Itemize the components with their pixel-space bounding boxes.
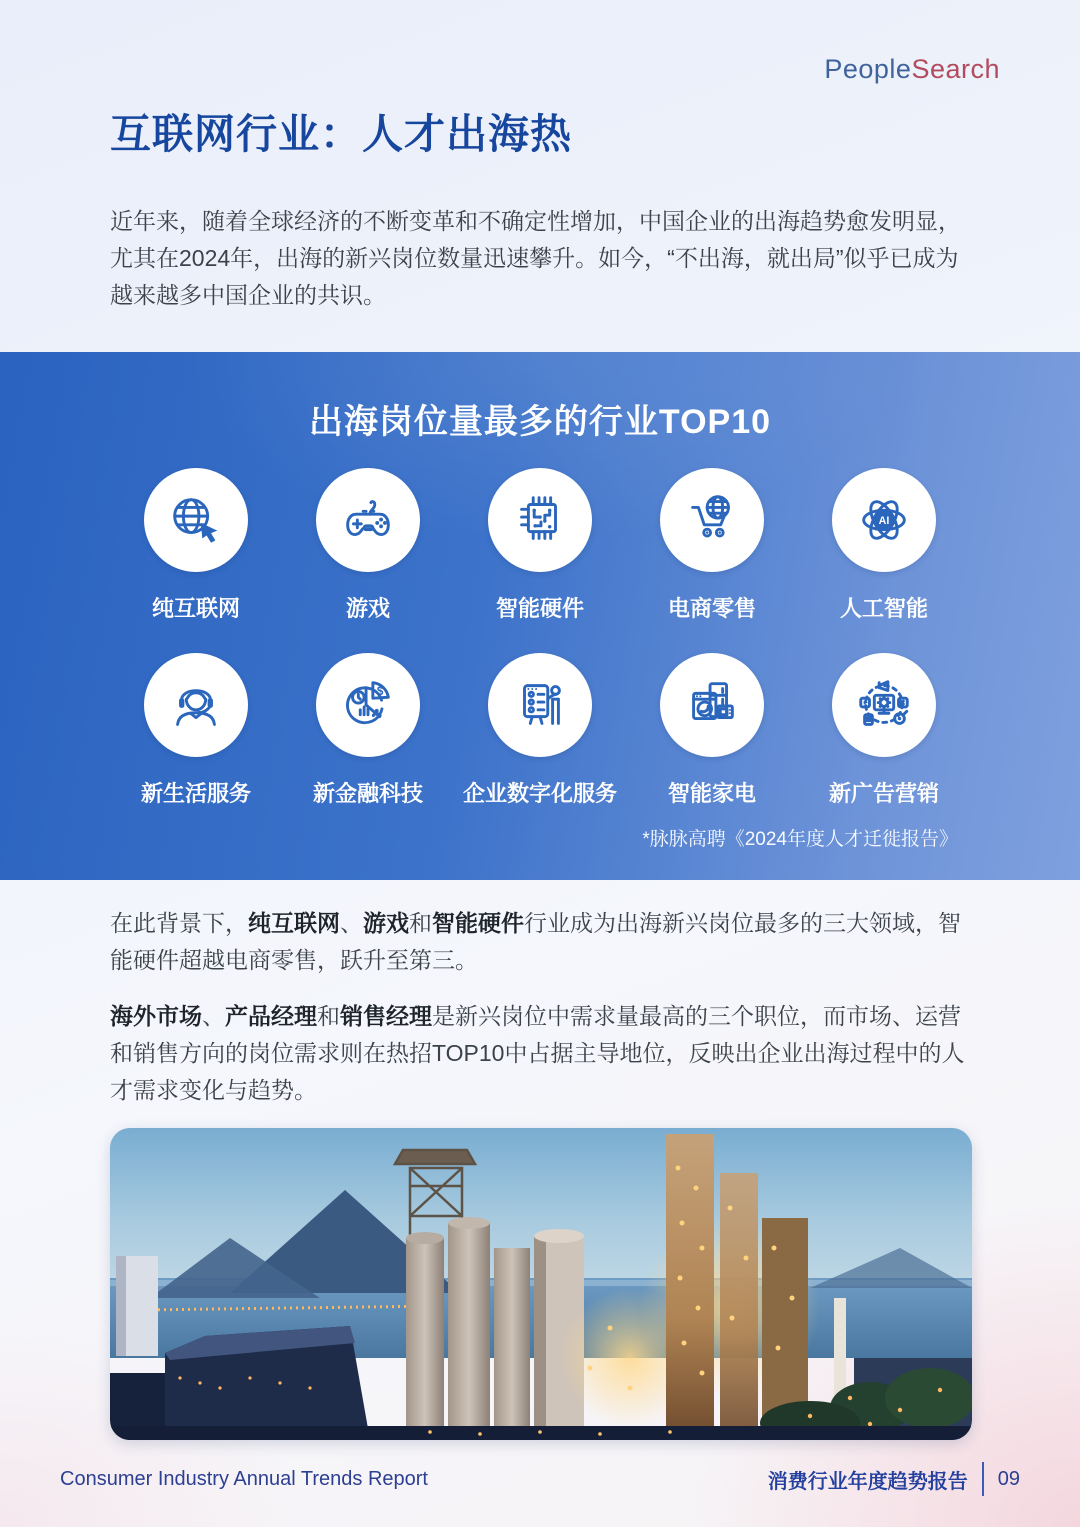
industry-item (626, 653, 798, 808)
industry-item (798, 468, 970, 623)
industry-label: 企业数字化服务 (462, 781, 617, 806)
page-number: 09 (997, 1467, 1020, 1490)
industry-item (282, 468, 454, 623)
industry-item (110, 653, 282, 808)
headset-agent-icon (165, 674, 227, 736)
gamepad-icon (337, 489, 399, 551)
logo-text-search: Search (911, 54, 1000, 84)
analysis-paragraph-2: 海外市场、产品经理和销售经理是新兴岗位中需求量最高的三个职位，而市场、运营和销售方向的岗位需求则在热招TOP10中占据主导地位，反映出企业出海过程中的人才需求变化与趋势。 (110, 1003, 965, 1103)
card-title: 出海岗位量最多的行业TOP10 (308, 403, 772, 441)
digital-board-icon (509, 674, 571, 736)
industry-item (454, 468, 626, 623)
chip-icon (509, 489, 571, 551)
industry-item (110, 468, 282, 623)
svg-text:AI: AI (878, 514, 890, 527)
industry-label: 人工智能 (839, 596, 928, 621)
industry-item (282, 653, 454, 808)
footer-report-name-en: Consumer Industry Annual Trends Report (60, 1468, 428, 1490)
footer-divider (982, 1462, 984, 1496)
ad-marketing-icon (853, 674, 915, 736)
industry-item (798, 653, 970, 808)
source-footnote: *脉脉高聘《2024年度人才迁徙报告》 (642, 829, 958, 850)
industry-item (626, 468, 798, 623)
industry-label: 纯互联网 (151, 596, 240, 621)
industry-label: 电商零售 (667, 596, 756, 621)
peoplesearch-logo (824, 54, 1000, 85)
industry-label: 新金融科技 (312, 781, 423, 806)
logo-text-people: People (824, 54, 912, 84)
industry-label: 新生活服务 (140, 781, 251, 806)
top10-industries-card (0, 352, 1080, 880)
ai-atom-icon (853, 489, 915, 551)
analysis-paragraph-1: 在此背景下，纯互联网、游戏和智能硬件行业成为出海新兴岗位最多的三大领域，智能硬件超越电商零售，跃升至第三。 (110, 910, 961, 973)
industry-label: 新广告营销 (828, 781, 939, 806)
industry-label: 游戏 (345, 596, 390, 621)
industry-label: 智能硬件 (495, 596, 584, 621)
industry-label: 智能家电 (667, 781, 756, 806)
finance-pie-icon (337, 674, 399, 736)
appliances-icon (681, 674, 743, 736)
factory-photo (110, 1128, 972, 1440)
globe-cursor-icon (165, 489, 227, 551)
footer-right-group (768, 1462, 1020, 1496)
industry-item (454, 653, 626, 808)
footer-report-name-cn: 消费行业年度趋势报告 (767, 1470, 968, 1493)
page-title: 互联网行业：人才出海热 (110, 111, 572, 157)
industry-grid (110, 468, 970, 808)
intro-paragraph: 近年来，随着全球经济的不断变革和不确定性增加，中国企业的出海趋势愈发明显，尤其在2024年，出海的新兴岗位数量迅速攀升。如今，“不出海，就出局”似乎已成为越来越多中国企业的共识。 (110, 208, 961, 308)
svg-text:$: $ (376, 684, 384, 698)
cart-globe-icon (681, 489, 743, 551)
